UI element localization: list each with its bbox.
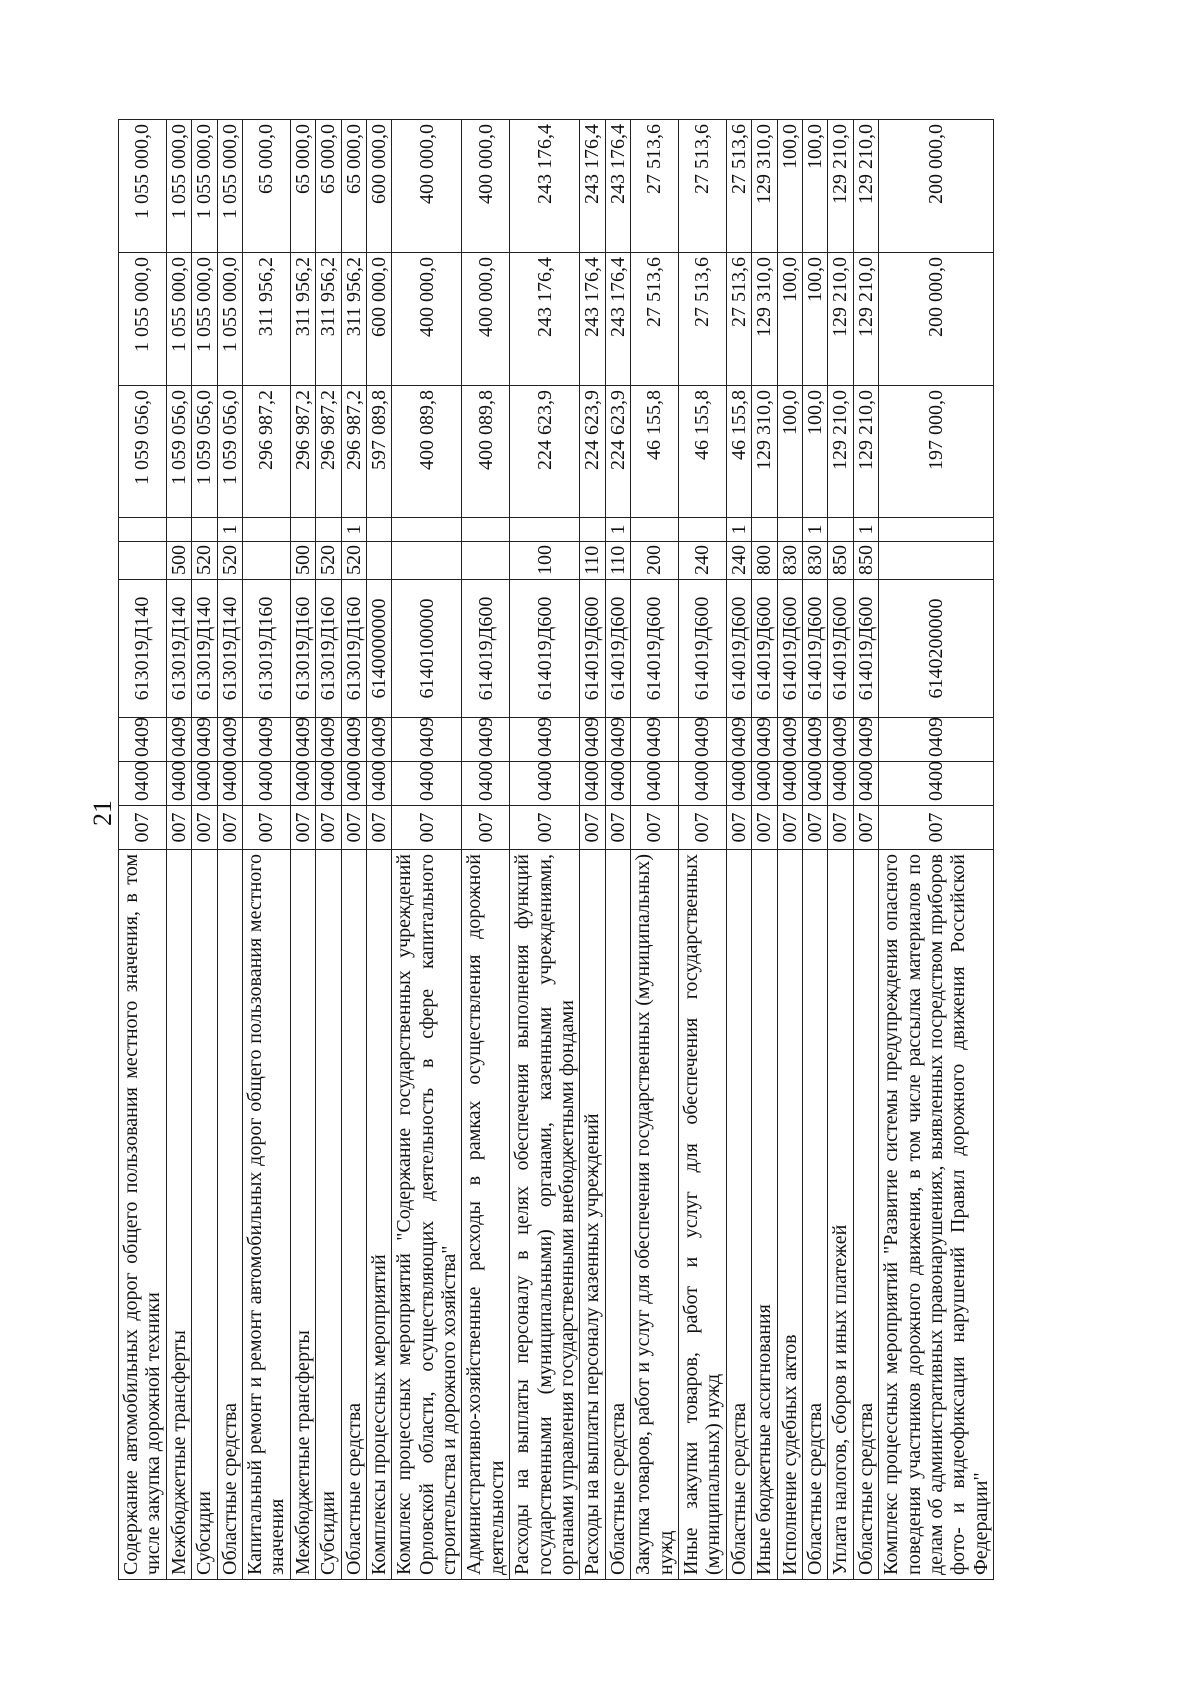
subsection-code-cell: 0409 <box>510 718 580 762</box>
section-code-cell: 0400 <box>853 762 878 806</box>
amount-year2-cell: 27 513,6 <box>631 253 679 386</box>
expense-type-cell: 200 <box>631 542 679 580</box>
amount-year2-cell: 1 055 000,0 <box>166 253 191 386</box>
expense-type-cell: 520 <box>192 542 217 580</box>
amount-year1-cell: 597 089,8 <box>366 386 391 518</box>
expense-type-cell: 110 <box>580 542 605 580</box>
table-row <box>752 120 777 1580</box>
amount-year2-cell: 129 210,0 <box>853 253 878 386</box>
section-code-cell: 0400 <box>605 762 630 806</box>
gr-code-cell: 007 <box>828 806 853 850</box>
name-cell: Закупка товаров, работ и услуг для обеспечения государственных (муниципальных) нужд <box>631 850 679 1580</box>
expense-type-cell <box>366 542 391 580</box>
name-cell: Расходы на выплаты персоналу в целях обеспечения выполнения функций государственными (муниципальными) органами, казенными учреждениями, органами управления государственными внебюджетными фондами <box>510 850 580 1580</box>
name-cell: Капитальный ремонт и ремонт автомобильных дорог общего пользования местного значения <box>242 850 290 1580</box>
name-cell: Иные бюджетные ассигнования <box>752 850 777 1580</box>
table-row <box>192 120 217 1580</box>
funding-flag-cell <box>366 518 391 542</box>
amount-year3-cell: 400 000,0 <box>392 120 462 253</box>
amount-year2-cell: 129 210,0 <box>828 253 853 386</box>
budget-table-container <box>118 120 1038 1580</box>
target-article-cell: 614019Д600 <box>726 580 751 718</box>
amount-year3-cell: 129 310,0 <box>752 120 777 253</box>
table-body <box>119 120 994 1580</box>
funding-flag-cell <box>580 518 605 542</box>
amount-year1-cell: 224 623,9 <box>605 386 630 518</box>
target-article-cell: 614019Д600 <box>605 580 630 718</box>
target-article-cell: 613019Д160 <box>341 580 366 718</box>
amount-year3-cell: 600 000,0 <box>366 120 391 253</box>
amount-year2-cell: 243 176,4 <box>580 253 605 386</box>
section-code-cell: 0400 <box>242 762 290 806</box>
amount-year1-cell: 129 210,0 <box>853 386 878 518</box>
amount-year1-cell: 197 000,0 <box>879 386 994 518</box>
gr-code-cell: 007 <box>802 806 827 850</box>
amount-year2-cell: 311 956,2 <box>242 253 290 386</box>
name-cell: Комплекс процессных мероприятий "Развитие системы предупреждения опасного поведения участников дорожного движения, в том числе рассылка материалов по делам об административных правонарушениях, выявленных посредством приборов фото- и видеофиксации нарушений Правил дорожного движения Российской Федерации" <box>879 850 994 1580</box>
gr-code-cell: 007 <box>678 806 726 850</box>
amount-year1-cell: 296 987,2 <box>242 386 290 518</box>
amount-year1-cell: 296 987,2 <box>290 386 315 518</box>
gr-code-cell: 007 <box>119 806 167 850</box>
gr-code-cell: 007 <box>217 806 242 850</box>
table-row <box>290 120 315 1580</box>
section-code-cell: 0400 <box>166 762 191 806</box>
subsection-code-cell: 0409 <box>462 718 510 762</box>
expense-type-cell: 240 <box>678 542 726 580</box>
funding-flag-cell <box>879 518 994 542</box>
amount-year1-cell: 129 310,0 <box>752 386 777 518</box>
table-row <box>166 120 191 1580</box>
funding-flag-cell <box>828 518 853 542</box>
amount-year3-cell: 400 000,0 <box>462 120 510 253</box>
amount-year3-cell: 1 055 000,0 <box>192 120 217 253</box>
subsection-code-cell: 0409 <box>828 718 853 762</box>
funding-flag-cell <box>192 518 217 542</box>
subsection-code-cell: 0409 <box>631 718 679 762</box>
expense-type-cell: 110 <box>605 542 630 580</box>
name-cell: Областные средства <box>217 850 242 1580</box>
amount-year3-cell: 27 513,6 <box>631 120 679 253</box>
amount-year1-cell: 46 155,8 <box>726 386 751 518</box>
expense-type-cell: 830 <box>802 542 827 580</box>
gr-code-cell: 007 <box>726 806 751 850</box>
funding-flag-cell <box>752 518 777 542</box>
section-code-cell: 0400 <box>580 762 605 806</box>
target-article-cell: 613019Д160 <box>316 580 341 718</box>
section-code-cell: 0400 <box>510 762 580 806</box>
target-article-cell: 6140100000 <box>392 580 462 718</box>
subsection-code-cell: 0409 <box>242 718 290 762</box>
subsection-code-cell: 0409 <box>802 718 827 762</box>
funding-flag-cell <box>119 518 167 542</box>
amount-year2-cell: 400 000,0 <box>462 253 510 386</box>
expense-type-cell: 520 <box>217 542 242 580</box>
section-code-cell: 0400 <box>726 762 751 806</box>
gr-code-cell: 007 <box>462 806 510 850</box>
target-article-cell: 614019Д600 <box>510 580 580 718</box>
target-article-cell: 6140000000 <box>366 580 391 718</box>
gr-code-cell: 007 <box>510 806 580 850</box>
expense-type-cell <box>119 542 167 580</box>
gr-code-cell: 007 <box>777 806 802 850</box>
target-article-cell: 614019Д600 <box>752 580 777 718</box>
amount-year1-cell: 224 623,9 <box>580 386 605 518</box>
expense-type-cell: 240 <box>726 542 751 580</box>
subsection-code-cell: 0409 <box>290 718 315 762</box>
expense-type-cell <box>392 542 462 580</box>
amount-year1-cell: 129 210,0 <box>828 386 853 518</box>
amount-year2-cell: 1 055 000,0 <box>192 253 217 386</box>
table-row <box>242 120 290 1580</box>
amount-year1-cell: 296 987,2 <box>316 386 341 518</box>
name-cell: Административно-хозяйственные расходы в рамках осуществления дорожной деятельности <box>462 850 510 1580</box>
expense-type-cell: 850 <box>853 542 878 580</box>
target-article-cell: 613019Д140 <box>192 580 217 718</box>
amount-year1-cell: 1 059 056,0 <box>119 386 167 518</box>
amount-year1-cell: 224 623,9 <box>510 386 580 518</box>
gr-code-cell: 007 <box>192 806 217 850</box>
subsection-code-cell: 0409 <box>392 718 462 762</box>
name-cell: Исполнение судебных актов <box>777 850 802 1580</box>
subsection-code-cell: 0409 <box>166 718 191 762</box>
amount-year2-cell: 100,0 <box>802 253 827 386</box>
funding-flag-cell <box>290 518 315 542</box>
subsection-code-cell: 0409 <box>853 718 878 762</box>
table-row <box>366 120 391 1580</box>
funding-flag-cell: 1 <box>341 518 366 542</box>
table-row <box>631 120 679 1580</box>
amount-year3-cell: 200 000,0 <box>879 120 994 253</box>
expense-type-cell: 500 <box>290 542 315 580</box>
amount-year2-cell: 27 513,6 <box>678 253 726 386</box>
table-row <box>802 120 827 1580</box>
amount-year2-cell: 1 055 000,0 <box>119 253 167 386</box>
expense-type-cell: 800 <box>752 542 777 580</box>
expense-type-cell: 100 <box>510 542 580 580</box>
table-row <box>119 120 167 1580</box>
subsection-code-cell: 0409 <box>678 718 726 762</box>
amount-year1-cell: 1 059 056,0 <box>217 386 242 518</box>
amount-year3-cell: 243 176,4 <box>510 120 580 253</box>
expense-type-cell <box>462 542 510 580</box>
funding-flag-cell: 1 <box>802 518 827 542</box>
gr-code-cell: 007 <box>752 806 777 850</box>
target-article-cell: 614019Д600 <box>580 580 605 718</box>
section-code-cell: 0400 <box>828 762 853 806</box>
gr-code-cell: 007 <box>605 806 630 850</box>
table-row <box>217 120 242 1580</box>
gr-code-cell: 007 <box>166 806 191 850</box>
name-cell: Содержание автомобильных дорог общего пользования местного значения, в том числе закупка дорожной техники <box>119 850 167 1580</box>
section-code-cell: 0400 <box>879 762 994 806</box>
name-cell: Субсидии <box>192 850 217 1580</box>
amount-year3-cell: 243 176,4 <box>605 120 630 253</box>
name-cell: Субсидии <box>316 850 341 1580</box>
funding-flag-cell <box>462 518 510 542</box>
amount-year1-cell: 46 155,8 <box>631 386 679 518</box>
amount-year1-cell: 100,0 <box>777 386 802 518</box>
target-article-cell: 613019Д160 <box>290 580 315 718</box>
amount-year2-cell: 100,0 <box>777 253 802 386</box>
name-cell: Комплекс процессных мероприятий "Содержание государственных учреждений Орловской области, осуществляющих деятельность в сфере капитального строительства и дорожного хозяйства" <box>392 850 462 1580</box>
table-row <box>853 120 878 1580</box>
expense-type-cell <box>242 542 290 580</box>
amount-year3-cell: 100,0 <box>802 120 827 253</box>
expense-type-cell: 520 <box>316 542 341 580</box>
section-code-cell: 0400 <box>752 762 777 806</box>
amount-year2-cell: 600 000,0 <box>366 253 391 386</box>
subsection-code-cell: 0409 <box>605 718 630 762</box>
expense-type-cell: 850 <box>828 542 853 580</box>
subsection-code-cell: 0409 <box>316 718 341 762</box>
subsection-code-cell: 0409 <box>777 718 802 762</box>
target-article-cell: 614019Д600 <box>631 580 679 718</box>
funding-flag-cell <box>777 518 802 542</box>
table-row <box>392 120 462 1580</box>
table-row <box>510 120 580 1580</box>
section-code-cell: 0400 <box>217 762 242 806</box>
expense-type-cell: 520 <box>341 542 366 580</box>
gr-code-cell: 007 <box>290 806 315 850</box>
name-cell: Иные закупки товаров, работ и услуг для обеспечения государственных (муниципальных) нужд <box>678 850 726 1580</box>
section-code-cell: 0400 <box>366 762 391 806</box>
amount-year3-cell: 129 210,0 <box>828 120 853 253</box>
amount-year2-cell: 27 513,6 <box>726 253 751 386</box>
section-code-cell: 0400 <box>192 762 217 806</box>
amount-year1-cell: 100,0 <box>802 386 827 518</box>
section-code-cell: 0400 <box>462 762 510 806</box>
amount-year2-cell: 200 000,0 <box>879 253 994 386</box>
budget-table <box>118 119 994 1580</box>
amount-year3-cell: 100,0 <box>777 120 802 253</box>
amount-year3-cell: 65 000,0 <box>341 120 366 253</box>
subsection-code-cell: 0409 <box>192 718 217 762</box>
table-row <box>828 120 853 1580</box>
target-article-cell: 613019Д140 <box>217 580 242 718</box>
table-row <box>678 120 726 1580</box>
gr-code-cell: 007 <box>631 806 679 850</box>
amount-year3-cell: 27 513,6 <box>678 120 726 253</box>
table-row <box>316 120 341 1580</box>
table-row <box>580 120 605 1580</box>
name-cell: Межбюджетные трансферты <box>290 850 315 1580</box>
gr-code-cell: 007 <box>879 806 994 850</box>
name-cell: Областные средства <box>853 850 878 1580</box>
amount-year3-cell: 27 513,6 <box>726 120 751 253</box>
funding-flag-cell: 1 <box>853 518 878 542</box>
amount-year2-cell: 1 055 000,0 <box>217 253 242 386</box>
gr-code-cell: 007 <box>242 806 290 850</box>
amount-year3-cell: 1 055 000,0 <box>217 120 242 253</box>
name-cell: Комплексы процессных мероприятий <box>366 850 391 1580</box>
table-row <box>605 120 630 1580</box>
funding-flag-cell <box>510 518 580 542</box>
amount-year2-cell: 311 956,2 <box>290 253 315 386</box>
funding-flag-cell <box>316 518 341 542</box>
target-article-cell: 614019Д600 <box>462 580 510 718</box>
amount-year2-cell: 129 310,0 <box>752 253 777 386</box>
section-code-cell: 0400 <box>631 762 679 806</box>
name-cell: Областные средства <box>726 850 751 1580</box>
funding-flag-cell <box>631 518 679 542</box>
amount-year2-cell: 400 000,0 <box>392 253 462 386</box>
target-article-cell: 614019Д600 <box>828 580 853 718</box>
name-cell: Межбюджетные трансферты <box>166 850 191 1580</box>
subsection-code-cell: 0409 <box>341 718 366 762</box>
subsection-code-cell: 0409 <box>879 718 994 762</box>
section-code-cell: 0400 <box>341 762 366 806</box>
table-row <box>462 120 510 1580</box>
amount-year1-cell: 296 987,2 <box>341 386 366 518</box>
target-article-cell: 614019Д600 <box>853 580 878 718</box>
funding-flag-cell <box>678 518 726 542</box>
target-article-cell: 614019Д600 <box>802 580 827 718</box>
table-row <box>341 120 366 1580</box>
amount-year1-cell: 1 059 056,0 <box>192 386 217 518</box>
gr-code-cell: 007 <box>392 806 462 850</box>
amount-year2-cell: 243 176,4 <box>510 253 580 386</box>
funding-flag-cell: 1 <box>217 518 242 542</box>
funding-flag-cell: 1 <box>605 518 630 542</box>
section-code-cell: 0400 <box>119 762 167 806</box>
expense-type-cell: 500 <box>166 542 191 580</box>
amount-year3-cell: 1 055 000,0 <box>119 120 167 253</box>
funding-flag-cell <box>166 518 191 542</box>
gr-code-cell: 007 <box>316 806 341 850</box>
subsection-code-cell: 0409 <box>119 718 167 762</box>
amount-year1-cell: 46 155,8 <box>678 386 726 518</box>
amount-year1-cell: 1 059 056,0 <box>166 386 191 518</box>
subsection-code-cell: 0409 <box>580 718 605 762</box>
section-code-cell: 0400 <box>678 762 726 806</box>
amount-year3-cell: 1 055 000,0 <box>166 120 191 253</box>
expense-type-cell <box>879 542 994 580</box>
name-cell: Уплата налогов, сборов и иных платежей <box>828 850 853 1580</box>
amount-year3-cell: 65 000,0 <box>290 120 315 253</box>
target-article-cell: 614019Д600 <box>678 580 726 718</box>
amount-year3-cell: 243 176,4 <box>580 120 605 253</box>
table-row <box>879 120 994 1580</box>
expense-type-cell: 830 <box>777 542 802 580</box>
table-row <box>726 120 751 1580</box>
gr-code-cell: 007 <box>341 806 366 850</box>
amount-year3-cell: 129 210,0 <box>853 120 878 253</box>
target-article-cell: 614019Д600 <box>777 580 802 718</box>
section-code-cell: 0400 <box>777 762 802 806</box>
funding-flag-cell <box>242 518 290 542</box>
section-code-cell: 0400 <box>392 762 462 806</box>
subsection-code-cell: 0409 <box>217 718 242 762</box>
name-cell: Расходы на выплаты персоналу казенных учреждений <box>580 850 605 1580</box>
target-article-cell: 613019Д140 <box>119 580 167 718</box>
amount-year3-cell: 65 000,0 <box>242 120 290 253</box>
gr-code-cell: 007 <box>853 806 878 850</box>
target-article-cell: 613019Д140 <box>166 580 191 718</box>
name-cell: Областные средства <box>341 850 366 1580</box>
amount-year2-cell: 311 956,2 <box>316 253 341 386</box>
amount-year3-cell: 65 000,0 <box>316 120 341 253</box>
funding-flag-cell: 1 <box>726 518 751 542</box>
page-number: 21 <box>88 800 117 826</box>
subsection-code-cell: 0409 <box>366 718 391 762</box>
gr-code-cell: 007 <box>366 806 391 850</box>
amount-year1-cell: 400 089,8 <box>392 386 462 518</box>
name-cell: Областные средства <box>802 850 827 1580</box>
section-code-cell: 0400 <box>316 762 341 806</box>
section-code-cell: 0400 <box>802 762 827 806</box>
amount-year2-cell: 311 956,2 <box>341 253 366 386</box>
target-article-cell: 6140200000 <box>879 580 994 718</box>
name-cell: Областные средства <box>605 850 630 1580</box>
funding-flag-cell <box>392 518 462 542</box>
target-article-cell: 613019Д160 <box>242 580 290 718</box>
subsection-code-cell: 0409 <box>752 718 777 762</box>
section-code-cell: 0400 <box>290 762 315 806</box>
subsection-code-cell: 0409 <box>726 718 751 762</box>
gr-code-cell: 007 <box>580 806 605 850</box>
table-row <box>777 120 802 1580</box>
amount-year2-cell: 243 176,4 <box>605 253 630 386</box>
amount-year1-cell: 400 089,8 <box>462 386 510 518</box>
